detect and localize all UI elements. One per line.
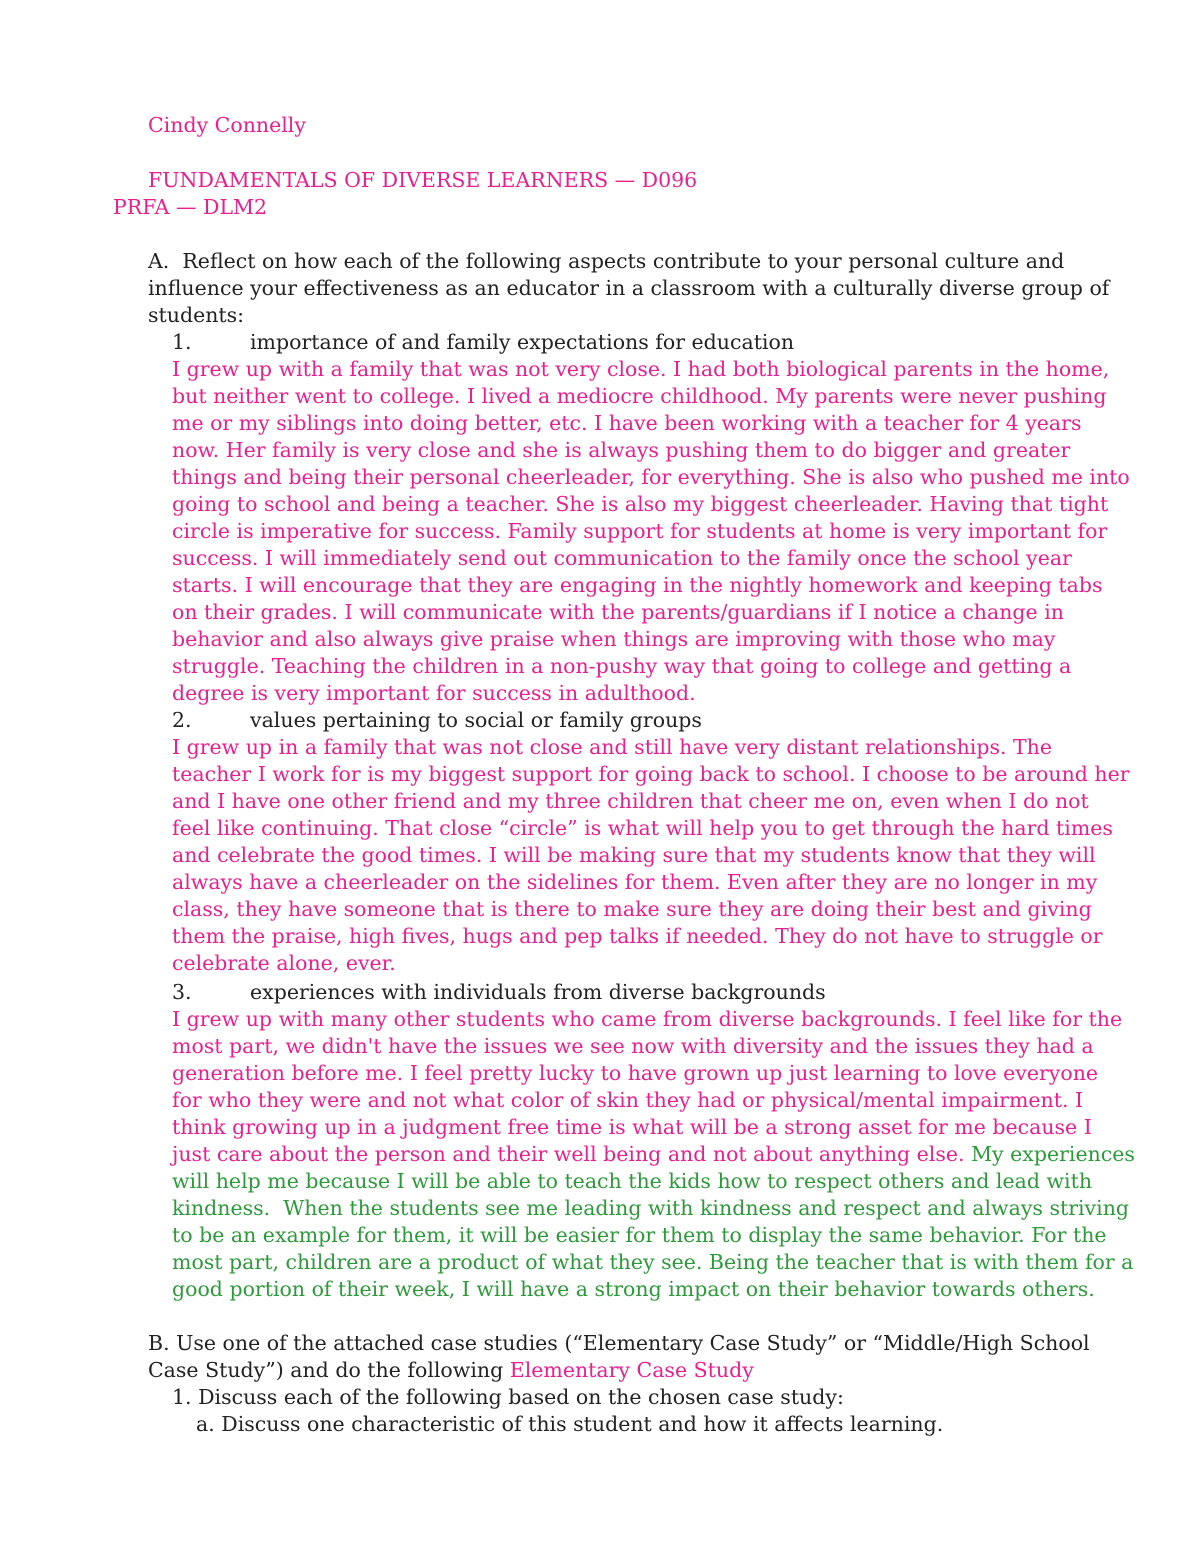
section-a-line-3: students: <box>148 303 245 327</box>
section-a-text-1: Reflect on how each of the following aspects contribute to your personal culture and <box>182 249 1065 273</box>
answer-line: going to school and being a teacher. She is also my biggest cheerleader. Having that tight <box>172 492 1109 516</box>
answer-line: struggle. Teaching the children in a non-pushy way that going to college and getting a <box>172 654 1072 678</box>
item-3-number: 3. <box>172 980 192 1004</box>
answer-line: I grew up with a family that was not very close. I had both biological parents in the home, <box>172 357 1110 381</box>
answer-line: for who they were and not what color of skin they had or physical/mental impairment. I <box>172 1088 1084 1112</box>
answer-line: now. Her family is very close and she is always pushing them to do bigger and greater <box>172 438 1071 462</box>
section-a-label: A. <box>148 249 170 273</box>
answer-line: but neither went to college. I lived a mediocre childhood. My parents were never pushing <box>172 384 1107 408</box>
answer-line: teacher I work for is my biggest support for going back to school. I choose to be around her <box>172 762 1130 786</box>
section-b-item-1a: a. Discuss one characteristic of this student and how it affects learning. <box>196 1412 944 1436</box>
answer-line: good portion of their week, I will have a strong impact on their behavior towards others. <box>172 1277 1095 1301</box>
item-3-answer <box>172 1006 1162 1303</box>
item-1-number: 1. <box>172 330 192 354</box>
answer-line: on their grades. I will communicate with the parents/guardians if I notice a change in <box>172 600 1064 624</box>
section-a-line-2: influence your effectiveness as an educator in a classroom with a culturally diverse group of <box>148 276 1110 300</box>
answer-line: them the praise, high fives, hugs and pep talks if needed. They do not have to struggle or <box>172 924 1103 948</box>
item-1-answer <box>172 356 1162 707</box>
answer-line: generation before me. I feel pretty lucky to have grown up just learning to love everyone <box>172 1061 1099 1085</box>
answer-line: always have a cheerleader on the sidelines for them. Even after they are no longer in my <box>172 870 1098 894</box>
answer-segment-green: My experiences <box>964 1142 1135 1166</box>
author-name: Cindy Connelly <box>148 113 306 137</box>
section-b-line-1: B. Use one of the attached case studies (“Elementary Case Study” or “Middle/High School <box>148 1331 1090 1355</box>
section-b-line-2 <box>148 1357 754 1384</box>
answer-segment-pink: just care about the person and their well being and not about anything else. <box>172 1142 965 1166</box>
item-2-prompt-row <box>172 707 702 734</box>
course-code: PRFA — DLM2 <box>113 195 268 219</box>
answer-line: and I have one other friend and my three children that cheer me on, even when I do not <box>172 789 1089 813</box>
answer-line: kindness. When the students see me leading with kindness and respect and always striving <box>172 1196 1130 1220</box>
item-3-prompt-row <box>172 979 826 1006</box>
answer-line: celebrate alone, ever. <box>172 951 396 975</box>
answer-line: success. I will immediately send out communication to the family once the school year <box>172 546 1072 570</box>
answer-line: I grew up in a family that was not close and still have very distant relationships. The <box>172 735 1053 759</box>
course-title: FUNDAMENTALS OF DIVERSE LEARNERS — D096 <box>148 168 698 192</box>
answer-line: class, they have someone that is there to make sure they are doing their best and giving <box>172 897 1092 921</box>
item-1-prompt-row <box>172 329 794 356</box>
answer-line: me or my siblings into doing better, etc. I have been working with a teacher for 4 years <box>172 411 1082 435</box>
item-1-prompt: importance of and family expectations for education <box>250 330 795 354</box>
answer-line: most part, children are a product of what they see. Being the teacher that is with them for a <box>172 1250 1134 1274</box>
item-2-number: 2. <box>172 708 192 732</box>
case-study-choice: Elementary Case Study <box>509 1358 754 1382</box>
section-b-text: Case Study”) and do the following <box>148 1358 510 1382</box>
answer-line: I grew up with many other students who came from diverse backgrounds. I feel like for the <box>172 1007 1123 1031</box>
item-2-answer <box>172 734 1162 977</box>
section-a-line-1 <box>148 248 1064 275</box>
answer-line: circle is imperative for success. Family support for students at home is very important for <box>172 519 1108 543</box>
answer-line: degree is very important for success in adulthood. <box>172 681 696 705</box>
answer-line: and celebrate the good times. I will be making sure that my students know that they will <box>172 843 1096 867</box>
answer-line-mixed <box>172 1141 1162 1168</box>
section-b-item-1: 1. Discuss each of the following based on the chosen case study: <box>172 1385 844 1409</box>
answer-line: most part, we didn't have the issues we see now with diversity and the issues they had a <box>172 1034 1094 1058</box>
answer-line: things and being their personal cheerleader, for everything. She is also who pushed me into <box>172 465 1130 489</box>
answer-line: feel like continuing. That close “circle” is what will help you to get through the hard times <box>172 816 1113 840</box>
answer-line: think growing up in a judgment free time is what will be a strong asset for me because I <box>172 1115 1092 1139</box>
item-3-prompt: experiences with individuals from diverse backgrounds <box>250 980 826 1004</box>
item-2-prompt: values pertaining to social or family groups <box>250 708 702 732</box>
answer-line: behavior and also always give praise when things are improving with those who may <box>172 627 1056 651</box>
answer-line: to be an example for them, it will be easier for them to display the same behavior. For the <box>172 1223 1107 1247</box>
answer-line: will help me because I will be able to teach the kids how to respect others and lead with <box>172 1169 1093 1193</box>
answer-line: starts. I will encourage that they are engaging in the nightly homework and keeping tabs <box>172 573 1103 597</box>
